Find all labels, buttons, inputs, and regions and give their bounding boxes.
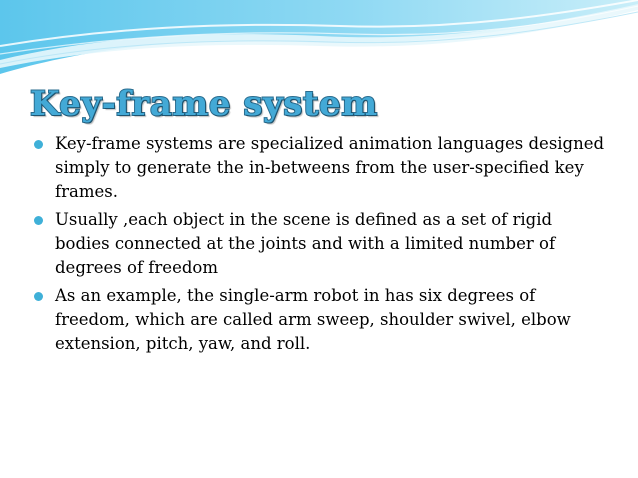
bullet-list [30, 132, 610, 360]
bullet-dot-icon [34, 292, 43, 301]
bullet-text: Usually ,each object in the scene is defined as a set of rigid bodies connected at the joints and with a limited number of degrees of freedom [55, 210, 556, 277]
bullet-text: Key-frame systems are specialized animation languages designed simply to generate the in-betweens from the user-specified key frames. [55, 134, 605, 201]
bullet-item [30, 208, 610, 280]
bullet-dot-icon [34, 216, 43, 225]
bullet-text: As an example, the single-arm robot in has six degrees of freedom, which are called arm sweep, shoulder swivel, elbow extension, pitch, yaw, and roll. [55, 286, 571, 353]
bullet-dot-icon [34, 140, 43, 149]
bullet-item [30, 132, 610, 204]
header-wave-decoration [0, 0, 638, 80]
slide-title: Key-frame system [30, 84, 378, 124]
bullet-item [30, 284, 610, 356]
